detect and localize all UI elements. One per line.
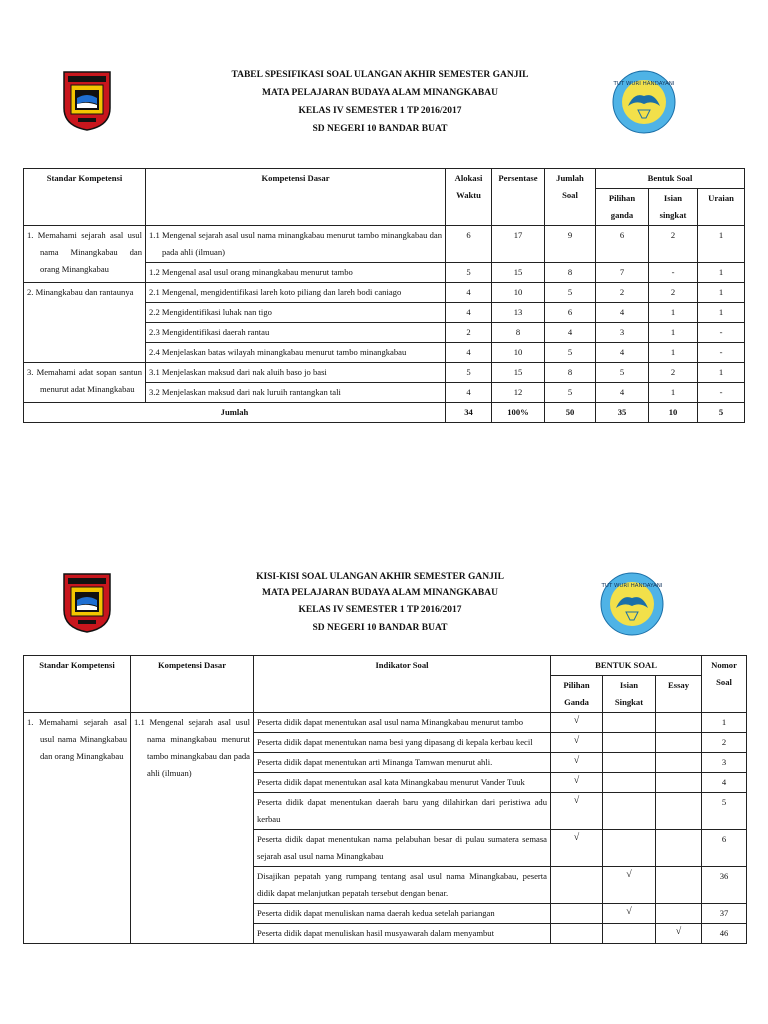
isian-check: √	[603, 904, 656, 924]
essay-check: √	[656, 924, 702, 944]
header-class: KELAS IV SEMESTER 1 TP 2016/2017	[298, 106, 462, 116]
persen-cell: 13	[492, 303, 545, 323]
kd-cell: 2.1 Mengenal, mengidentifikasi lareh koto piliang dan lareh bodi caniago	[146, 283, 446, 303]
header2-title: KISI-KISI SOAL ULANGAN AKHIR SEMESTER GANJIL	[256, 572, 504, 582]
pg-cell: 4	[596, 303, 649, 323]
col-header-uraian: Uraian	[698, 189, 745, 226]
isian-check	[603, 773, 656, 793]
pg-cell: 6	[596, 226, 649, 263]
indikator-cell: Peserta didik dapat menentukan asal kata Minangkabau menurut Vander Tuuk	[254, 773, 551, 793]
uraian-cell: 1	[698, 363, 745, 383]
pg-check	[551, 924, 603, 944]
pg-check	[551, 867, 603, 904]
pg-check: √	[551, 830, 603, 867]
header-subject: MATA PELAJARAN BUDAYA ALAM MINANGKABAU	[262, 88, 498, 98]
pg-cell: 4	[596, 343, 649, 363]
table-row	[24, 713, 747, 733]
pg-cell: 4	[596, 383, 649, 403]
nomor-cell: 37	[702, 904, 747, 924]
uraian-cell: 1	[698, 263, 745, 283]
persen-cell: 15	[492, 263, 545, 283]
isian-cell: 2	[649, 226, 698, 263]
kd-cell: 3.2 Menjelaskan maksud dari nak luruih rantangkan tali	[146, 383, 446, 403]
sk-cell: 3. Memahami adat sopan santun menurut adat Minangkabau	[24, 363, 146, 403]
total-row	[24, 403, 745, 423]
col2-header-nomor: Nomor Soal	[702, 656, 747, 713]
regional-emblem-logo-2	[62, 572, 112, 634]
pg-check	[551, 904, 603, 924]
col2-header-bentuk: BENTUK SOAL	[551, 656, 702, 676]
jumlah-cell: 5	[545, 343, 596, 363]
nomor-cell: 46	[702, 924, 747, 944]
pg-check: √	[551, 793, 603, 830]
nomor-cell: 1	[702, 713, 747, 733]
isian-check	[603, 713, 656, 733]
total-isian: 10	[649, 403, 698, 423]
essay-check	[656, 753, 702, 773]
pg-cell: 3	[596, 323, 649, 343]
total-persen: 100%	[492, 403, 545, 423]
total-uraian: 5	[698, 403, 745, 423]
logo-text: TUT WURI HANDAYANI	[613, 81, 675, 87]
isian-check	[603, 830, 656, 867]
nomor-cell: 2	[702, 733, 747, 753]
total-pg: 35	[596, 403, 649, 423]
alokasi-cell: 4	[446, 343, 492, 363]
essay-check	[656, 793, 702, 830]
nomor-cell: 3	[702, 753, 747, 773]
logo-text-2: TUT WURI HANDAYANI	[601, 583, 663, 589]
alokasi-cell: 4	[446, 383, 492, 403]
nomor-cell: 4	[702, 773, 747, 793]
essay-check	[656, 867, 702, 904]
table-row	[24, 226, 745, 263]
uraian-cell: 1	[698, 283, 745, 303]
persen-cell: 17	[492, 226, 545, 263]
indikator-cell: Peserta didik dapat menentukan asal usul nama Minangkabau menurut tambo	[254, 713, 551, 733]
isian-cell: 1	[649, 343, 698, 363]
uraian-cell: -	[698, 323, 745, 343]
sk-cell: 1. Memahami sejarah asal usul nama Minangkabau dan orang Minangkabau	[24, 713, 131, 944]
indikator-cell: Peserta didik dapat menentukan daerah baru yang dilahirkan dari peristiwa adu kerbau	[254, 793, 551, 830]
alokasi-cell: 4	[446, 283, 492, 303]
kd-cell: 2.4 Menjelaskan batas wilayah minangkabau menurut tambo minangkabau	[146, 343, 446, 363]
pg-cell: 5	[596, 363, 649, 383]
alokasi-cell: 5	[446, 363, 492, 383]
nomor-cell: 6	[702, 830, 747, 867]
kd-cell: 3.1 Menjelaskan maksud dari nak aluih baso jo basi	[146, 363, 446, 383]
alokasi-cell: 5	[446, 263, 492, 283]
isian-cell: 2	[649, 283, 698, 303]
table-row	[24, 363, 745, 383]
regional-emblem-logo	[62, 70, 112, 132]
pg-cell: 7	[596, 263, 649, 283]
col2-header-indikator: Indikator Soal	[254, 656, 551, 713]
col-header-kd: Kompetensi Dasar	[146, 169, 446, 226]
persen-cell: 10	[492, 283, 545, 303]
isian-cell: 1	[649, 383, 698, 403]
indikator-cell: Disajikan pepatah yang rumpang tentang asal usul nama Minangkabau, peserta didik dapat melanjutkan pepatah tersebut dengan benar.	[254, 867, 551, 904]
grid-table-body	[24, 713, 747, 944]
col-header-alokasi: Alokasi Waktu	[446, 169, 492, 226]
jumlah-cell: 5	[545, 283, 596, 303]
indikator-cell: Peserta didik dapat menentukan arti Minanga Tamwan menurut ahli.	[254, 753, 551, 773]
nomor-cell: 36	[702, 867, 747, 904]
header2-subject: MATA PELAJARAN BUDAYA ALAM MINANGKABAU	[262, 588, 498, 598]
persen-cell: 8	[492, 323, 545, 343]
jumlah-cell: 6	[545, 303, 596, 323]
isian-cell: 1	[649, 323, 698, 343]
pg-check: √	[551, 713, 603, 733]
grid-table-header	[150, 569, 610, 637]
kd-cell: 1.1 Mengenal sejarah asal usul nama minangkabau menurut tambo minangkabau dan pada ahli (ilmuan)	[131, 713, 254, 944]
essay-check	[656, 830, 702, 867]
spec-table-header	[150, 66, 610, 138]
jumlah-cell: 8	[545, 263, 596, 283]
header2-school: SD NEGERI 10 BANDAR BUAT	[312, 623, 448, 633]
uraian-cell: -	[698, 383, 745, 403]
isian-check	[603, 793, 656, 830]
kd-cell: 2.2 Mengidentifikasi luhak nan tigo	[146, 303, 446, 323]
col-header-isian: Isian singkat	[649, 189, 698, 226]
total-alokasi: 34	[446, 403, 492, 423]
isian-cell: 2	[649, 363, 698, 383]
pg-check: √	[551, 753, 603, 773]
isian-check	[603, 924, 656, 944]
grid-table	[23, 655, 747, 944]
uraian-cell: 1	[698, 303, 745, 323]
table-row	[24, 283, 745, 303]
alokasi-cell: 2	[446, 323, 492, 343]
tut-wuri-handayani-logo-2	[600, 572, 664, 636]
essay-check	[656, 904, 702, 924]
col2-header-isian: Isian Singkat	[603, 676, 656, 713]
total-label: Jumlah	[24, 403, 446, 423]
isian-cell: -	[649, 263, 698, 283]
jumlah-cell: 9	[545, 226, 596, 263]
kd-cell: 2.3 Mengidentifikasi daerah rantau	[146, 323, 446, 343]
persen-cell: 15	[492, 363, 545, 383]
indikator-cell: Peserta didik dapat menentukan nama besi yang dipasang di kepala kerbau kecil	[254, 733, 551, 753]
isian-cell: 1	[649, 303, 698, 323]
essay-check	[656, 713, 702, 733]
indikator-cell: Peserta didik dapat menuliskan hasil musyawarah dalam menyambut	[254, 924, 551, 944]
total-jumlah: 50	[545, 403, 596, 423]
isian-check: √	[603, 867, 656, 904]
col2-header-kd: Kompetensi Dasar	[131, 656, 254, 713]
sk-cell: 1. Memahami sejarah asal usul nama Minangkabau dan orang Minangkabau	[24, 226, 146, 283]
pg-check: √	[551, 733, 603, 753]
col2-header-sk: Standar Kompetensi	[24, 656, 131, 713]
col2-header-pg: Pilihan Ganda	[551, 676, 603, 713]
col-header-jumlah: Jumlah Soal	[545, 169, 596, 226]
col2-header-essay: Essay	[656, 676, 702, 713]
indikator-cell: Peserta didik dapat menentukan nama pelabuhan besar di pulau sumatera semasa sejarah asal usul nama Minangkabau	[254, 830, 551, 867]
pg-cell: 2	[596, 283, 649, 303]
kd-cell: 1.1 Mengenal sejarah asal usul nama minangkabau menurut tambo minangkabau dan pada ahli (ilmuan)	[146, 226, 446, 263]
alokasi-cell: 4	[446, 303, 492, 323]
col-header-pg: Pilihan ganda	[596, 189, 649, 226]
jumlah-cell: 8	[545, 363, 596, 383]
tut-wuri-handayani-logo	[612, 70, 676, 134]
col-header-persentase: Persentase	[492, 169, 545, 226]
kd-cell: 1.2 Mengenal asal usul orang minangkabau menurut tambo	[146, 263, 446, 283]
isian-check	[603, 753, 656, 773]
indikator-cell: Peserta didik dapat menuliskan nama daerah kedua setelah pariangan	[254, 904, 551, 924]
alokasi-cell: 6	[446, 226, 492, 263]
col-header-sk: Standar Kompetensi	[24, 169, 146, 226]
spec-table-body	[24, 226, 745, 423]
header2-class: KELAS IV SEMESTER 1 TP 2016/2017	[298, 605, 462, 615]
uraian-cell: -	[698, 343, 745, 363]
persen-cell: 12	[492, 383, 545, 403]
header-title: TABEL SPESIFIKASI SOAL ULANGAN AKHIR SEMESTER GANJIL	[231, 70, 529, 80]
header-school: SD NEGERI 10 BANDAR BUAT	[312, 124, 448, 134]
isian-check	[603, 733, 656, 753]
jumlah-cell: 4	[545, 323, 596, 343]
nomor-cell: 5	[702, 793, 747, 830]
essay-check	[656, 773, 702, 793]
pg-check: √	[551, 773, 603, 793]
sk-cell: 2. Minangkabau dan rantaunya	[24, 283, 146, 363]
col-header-bentuk: Bentuk Soal	[596, 169, 745, 189]
uraian-cell: 1	[698, 226, 745, 263]
spec-table	[23, 168, 745, 423]
jumlah-cell: 5	[545, 383, 596, 403]
persen-cell: 10	[492, 343, 545, 363]
essay-check	[656, 733, 702, 753]
